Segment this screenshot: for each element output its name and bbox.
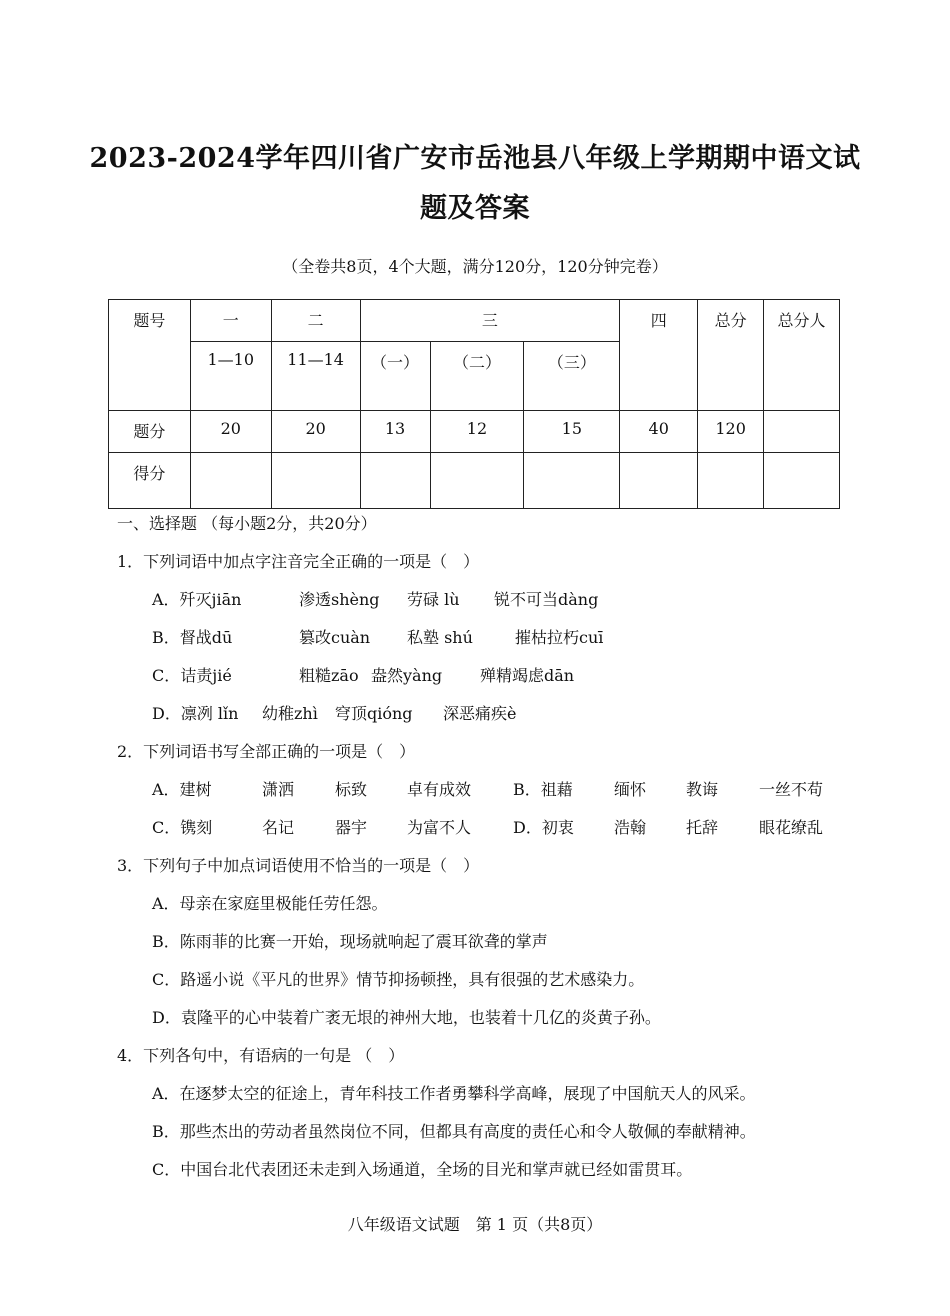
- table-cell: [764, 411, 840, 453]
- table-cell: 15: [524, 411, 620, 453]
- page-footer: 八年级语文试题 第 1 页（共8页）: [347, 1215, 603, 1234]
- table-cell-label: 得分: [109, 453, 191, 509]
- table-cell: 1—10: [190, 342, 271, 411]
- table-cell: 三: [360, 300, 620, 342]
- table-row: [109, 453, 840, 509]
- table-cell: 总分人: [764, 300, 840, 411]
- score-blank-cell[interactable]: [764, 453, 840, 509]
- score-blank-cell[interactable]: [430, 453, 524, 509]
- table-cell: （一）: [360, 342, 430, 411]
- table-cell: 20: [271, 411, 360, 453]
- table-row: [109, 411, 840, 453]
- question-3-option-d: D．袁隆平的心中装着广袤无垠的神州大地，也装着十几亿的炎黄子孙。: [152, 1008, 661, 1027]
- score-blank-cell[interactable]: [360, 453, 430, 509]
- table-cell: （三）: [524, 342, 620, 411]
- question-4-option-c: C．中国台北代表团还未走到入场通道，全场的目光和掌声就已经如雷贯耳。: [152, 1160, 693, 1179]
- score-table: [108, 299, 840, 509]
- page-title-line-1: 2023-2024学年四川省广安市岳池县八年级上学期期中语文试: [89, 143, 861, 174]
- question-3-stem: 3．下列句子中加点词语使用不恰当的一项是（ ）: [117, 856, 480, 875]
- question-3-option-c: C．路遥小说《平凡的世界》情节抑扬顿挫，具有很强的艺术感染力。: [152, 970, 645, 989]
- table-cell: 120: [698, 411, 764, 453]
- table-cell: 11—14: [271, 342, 360, 411]
- table-cell: 总分: [698, 300, 764, 411]
- question-1-stem: 1．下列词语中加点字注音完全正确的一项是（ ）: [117, 552, 480, 571]
- score-blank-cell[interactable]: [698, 453, 764, 509]
- table-cell-label: 题分: [109, 411, 191, 453]
- table-cell: （二）: [430, 342, 524, 411]
- table-cell: 四: [620, 300, 698, 411]
- question-4-option-b: B．那些杰出的劳动者虽然岗位不同，但都具有高度的责任心和令人敬佩的奉献精神。: [152, 1122, 756, 1141]
- table-cell-label: 题号: [109, 300, 191, 411]
- score-blank-cell[interactable]: [190, 453, 271, 509]
- score-blank-cell[interactable]: [524, 453, 620, 509]
- page-title-line-2: 题及答案: [420, 193, 530, 224]
- score-blank-cell[interactable]: [271, 453, 360, 509]
- question-4-option-a: A．在逐梦太空的征途上，青年科技工作者勇攀科学高峰，展现了中国航天人的风采。: [152, 1084, 756, 1103]
- question-4-stem: 4．下列各句中，有语病的一句是 （ ）: [117, 1046, 405, 1065]
- table-cell: 40: [620, 411, 698, 453]
- table-cell: 二: [271, 300, 360, 342]
- table-cell: 13: [360, 411, 430, 453]
- question-2-stem: 2．下列词语书写全部正确的一项是（ ）: [117, 742, 416, 761]
- table-cell: 12: [430, 411, 524, 453]
- question-3-option-a: A．母亲在家庭里极能任劳任怨。: [152, 894, 388, 913]
- exam-info: （全卷共8页，4个大题，满分120分，120分钟完卷）: [282, 257, 668, 276]
- question-3-option-b: B．陈雨菲的比赛一开始，现场就响起了震耳欲聋的掌声: [152, 932, 548, 951]
- table-row: [109, 300, 840, 342]
- section-heading: 一、选择题 （每小题2分，共20分）: [117, 514, 377, 533]
- score-blank-cell[interactable]: [620, 453, 698, 509]
- table-cell: 一: [190, 300, 271, 342]
- table-cell: 20: [190, 411, 271, 453]
